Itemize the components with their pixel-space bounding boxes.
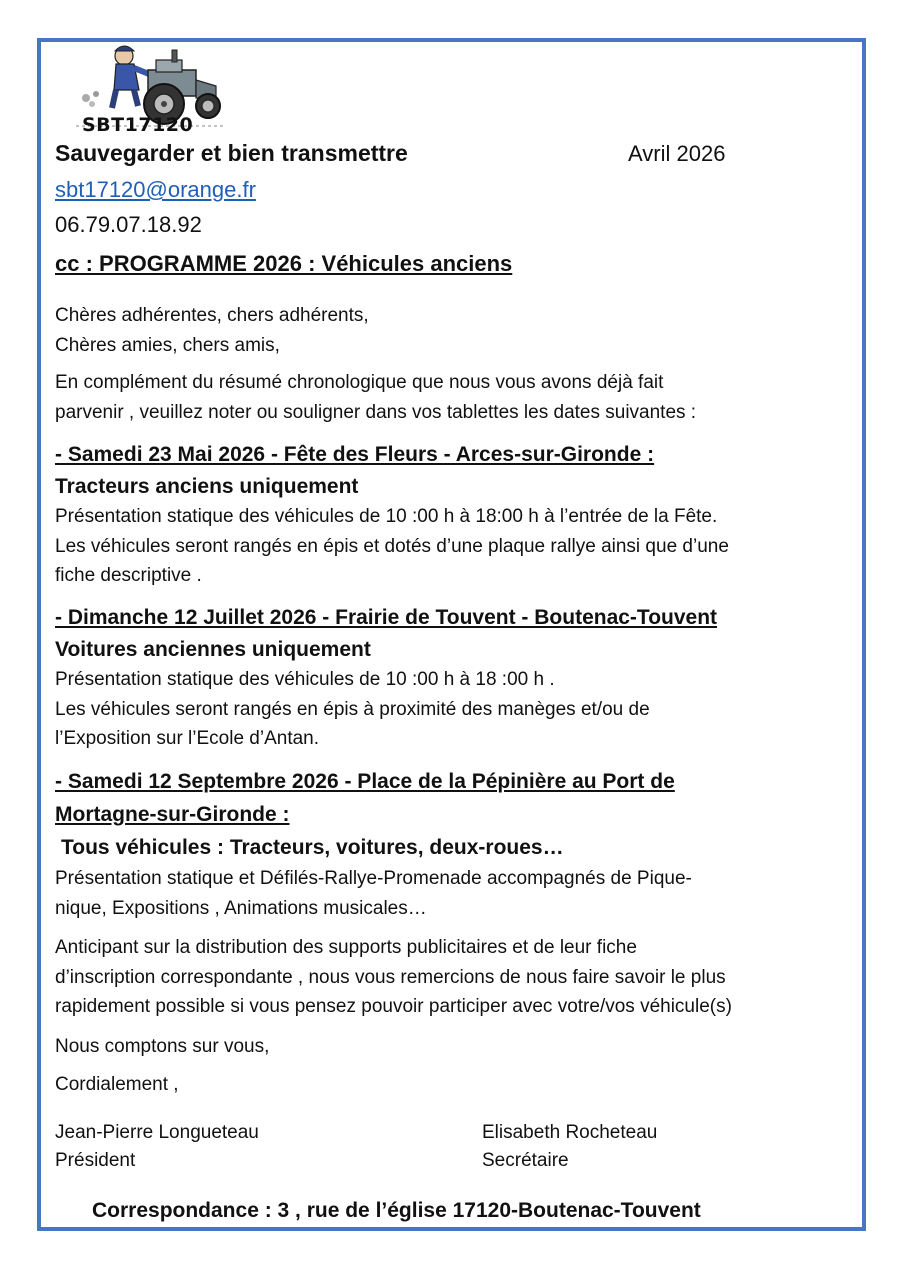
event-section [55,438,729,591]
event-line: Les véhicules seront rangés en épis à proximité des manèges et/ou de [55,698,650,720]
logo-text: SBT17120 [82,114,194,136]
greeting-line: Chères adhérentes, chers adhérents, [55,305,369,326]
event-section [55,765,692,923]
event-subtitle: Tous véhicules : Tracteurs, voitures, deux-roues… [61,836,564,859]
event-line: nique, Expositions , Animations musicales… [55,897,427,919]
event-section [55,601,717,754]
greeting [55,301,369,360]
letter-subject: cc : PROGRAMME 2026 : Véhicules anciens [55,251,513,276]
event-line: Présentation statique des véhicules de 10 :00 h à 18 :00 h . [55,669,555,690]
event-line: Présentation statique des véhicules de 10 :00 h à 18:00 h à l’entrée de la Fête. [55,506,718,527]
signature-role: Secrétaire [482,1150,569,1171]
event-subtitle: Tracteurs anciens uniquement [55,475,359,498]
footer-address: Correspondance : 3 , rue de l’église 17120-Boutenac-Touvent [92,1199,701,1222]
signature-name: Jean-Pierre Longueteau [55,1122,259,1143]
letter-date: Avril 2026 [628,141,726,166]
event-heading: - Dimanche 12 Juillet 2026 - Frairie de Touvent - Boutenac-Touvent [55,606,718,629]
intro-line: En complément du résumé chronologique que nous vous avons déjà fait [55,372,664,393]
intro-paragraph [55,368,696,427]
phone-number: 06.79.07.18.92 [55,212,202,237]
organization-title: Sauvegarder et bien transmettre [55,140,408,166]
closing-line: d’inscription correspondante , nous vous remercions de nous faire savoir le plus [55,966,726,988]
greeting-line: Chères amies, chers amis, [55,334,280,356]
signature-role: Président [55,1150,136,1171]
event-line: Les véhicules seront rangés en épis et dotés d’une plaque rallye ainsi que d’une [55,535,729,557]
event-subtitle: Voitures anciennes uniquement [55,638,371,661]
event-heading: Mortagne-sur-Gironde : [55,803,290,826]
email-link[interactable]: sbt17120@orange.fr [55,177,256,202]
signature-name: Elisabeth Rocheteau [482,1122,658,1143]
event-heading: - Samedi 12 Septembre 2026 - Place de la Pépinière au Port de [55,770,675,793]
event-line: l’Exposition sur l’Ecole d’Antan. [55,728,320,749]
intro-line: parvenir , veuillez noter ou souligner dans vos tablettes les dates suivantes : [55,401,697,423]
event-heading: - Samedi 23 Mai 2026 - Fête des Fleurs - Arces-sur-Gironde : [55,443,655,466]
counting-line: Nous comptons sur vous, [55,1036,270,1057]
closing-paragraph [55,933,732,1022]
event-line: Présentation statique et Défilés-Rallye-Promenade accompagnés de Pique- [55,868,692,889]
closing-line: rapidement possible si vous pensez pouvoir participer avec votre/vos véhicule(s) [55,996,732,1017]
signature-left [55,1119,259,1175]
closing-line: Anticipant sur la distribution des supports publicitaires et de leur fiche [55,937,637,958]
signature-right [482,1119,657,1175]
regards-line: Cordialement , [55,1074,179,1095]
event-line: fiche descriptive . [55,565,202,586]
